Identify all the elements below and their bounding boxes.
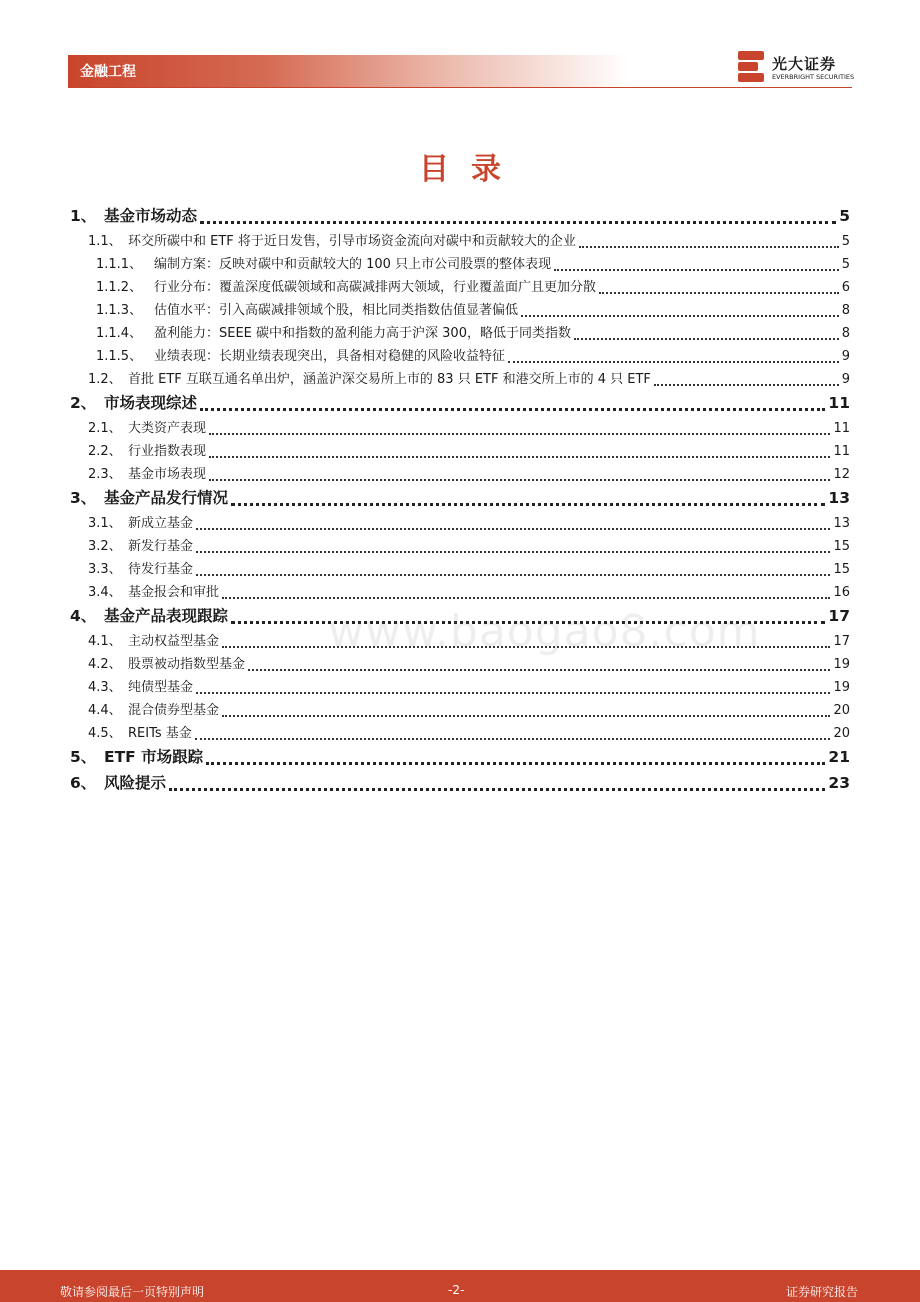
toc-dot-leader bbox=[196, 537, 830, 553]
toc-entry-page: 20 bbox=[833, 726, 850, 741]
toc-entry-page: 13 bbox=[828, 489, 850, 507]
toc-entry-title: 业绩表现：长期业绩表现突出，具备相对稳健的风险收益特征 bbox=[154, 349, 506, 364]
toc-entry-title: 新成立基金 bbox=[128, 516, 194, 531]
toc-entry-title: 混合债券型基金 bbox=[128, 703, 220, 718]
toc-entry-page: 20 bbox=[833, 703, 850, 718]
toc-entry-title: 环交所碳中和 ETF 将于近日发售，引导市场资金流向对碳中和贡献较大的企业 bbox=[128, 234, 576, 249]
toc-entry[interactable] bbox=[70, 230, 850, 253]
toc-entry-page: 11 bbox=[833, 444, 850, 459]
toc-dot-leader bbox=[196, 678, 830, 694]
toc-entry-title: 基金市场动态 bbox=[104, 207, 198, 225]
toc-entry-page: 8 bbox=[841, 303, 850, 318]
toc-entry[interactable] bbox=[70, 440, 850, 463]
watermark: www.baogao8.com bbox=[328, 606, 761, 657]
toc-entry-number: 2.2、 bbox=[88, 444, 122, 459]
toc-entry-number: 4.1、 bbox=[88, 634, 122, 649]
footer-disclaimer: 敬请参阅最后一页特别声明 bbox=[60, 1285, 205, 1299]
toc-entry[interactable] bbox=[70, 368, 850, 391]
toc-entry-number: 1.1.3、 bbox=[96, 303, 143, 318]
toc-entry-number: 3.4、 bbox=[88, 585, 122, 600]
toc-entry[interactable] bbox=[70, 722, 850, 745]
toc-dot-leader bbox=[579, 232, 839, 248]
toc-entry-title: 编制方案：反映对碳中和贡献较大的 100 只上市公司股票的整体表现 bbox=[154, 257, 552, 272]
toc-entry[interactable] bbox=[70, 463, 850, 486]
toc-dot-leader bbox=[209, 442, 830, 458]
toc-entry-page: 8 bbox=[841, 326, 850, 341]
toc-entry-title: 市场表现综述 bbox=[104, 394, 198, 412]
toc-entry[interactable] bbox=[70, 512, 850, 535]
toc-entry-page: 17 bbox=[833, 634, 850, 649]
toc-entry-title: 首批 ETF 互联互通名单出炉，涵盖沪深交易所上市的 83 只 ETF 和港交所上市的 4 只 ETF bbox=[128, 372, 651, 387]
toc-entry-title: 基金产品发行情况 bbox=[104, 489, 229, 507]
toc-entry-title: 新发行基金 bbox=[128, 539, 194, 554]
toc-entry-page: 5 bbox=[841, 234, 850, 249]
toc-dot-leader bbox=[196, 560, 830, 576]
toc-entry-number: 3.1、 bbox=[88, 516, 122, 531]
page-title: 目录 bbox=[419, 152, 523, 187]
toc-entry-number: 1.1.1、 bbox=[96, 257, 143, 272]
toc-entry-title: 风险提示 bbox=[104, 774, 167, 792]
toc-dot-leader bbox=[200, 207, 836, 224]
brand-name-en: EVERBRIGHT SECURITIES bbox=[772, 73, 855, 81]
toc-entry[interactable] bbox=[70, 253, 850, 276]
toc-entry-page: 5 bbox=[841, 257, 850, 272]
toc-entry-page: 19 bbox=[833, 680, 850, 695]
toc-entry[interactable] bbox=[70, 322, 850, 345]
toc-dot-leader bbox=[169, 774, 825, 791]
toc-entry-number: 1.2、 bbox=[88, 372, 122, 387]
header-band bbox=[68, 55, 628, 87]
toc-entry[interactable] bbox=[70, 276, 850, 299]
toc-dot-leader bbox=[508, 347, 839, 363]
toc-entry-number: 1.1.4、 bbox=[96, 326, 143, 341]
footer-report-type: 证券研究报告 bbox=[785, 1285, 858, 1299]
toc-dot-leader bbox=[195, 724, 831, 740]
toc-entry-number: 6、 bbox=[70, 774, 97, 792]
toc-entry-number: 2.1、 bbox=[88, 421, 122, 436]
toc-dot-leader bbox=[200, 394, 825, 411]
toc-dot-leader bbox=[209, 465, 830, 481]
toc-entry[interactable] bbox=[70, 299, 850, 322]
toc-entry-page: 6 bbox=[841, 280, 850, 295]
toc-dot-leader bbox=[248, 655, 830, 671]
toc-entry[interactable] bbox=[70, 486, 850, 512]
toc-entry-number: 4.5、 bbox=[88, 726, 122, 741]
toc-entry-page: 9 bbox=[841, 349, 850, 364]
toc-entry[interactable] bbox=[70, 676, 850, 699]
toc-entry-title: 估值水平：引入高碳减排领域个股，相比同类指数估值显著偏低 bbox=[154, 303, 519, 318]
toc-entry-number: 4、 bbox=[70, 607, 97, 625]
logo-bar-mid bbox=[738, 62, 758, 71]
toc-entry-number: 2、 bbox=[70, 394, 97, 412]
toc-entry-number: 1.1.2、 bbox=[96, 280, 143, 295]
table-of-contents bbox=[70, 204, 850, 797]
toc-entry-number: 2.3、 bbox=[88, 467, 122, 482]
toc-entry-page: 9 bbox=[841, 372, 850, 387]
toc-entry-title: 股票被动指数型基金 bbox=[128, 657, 246, 672]
toc-entry-page: 23 bbox=[828, 774, 850, 792]
toc-entry-page: 16 bbox=[833, 585, 850, 600]
toc-entry-title: 行业分布：覆盖深度低碳领域和高碳减排两大领域，行业覆盖面广且更加分散 bbox=[154, 280, 597, 295]
toc-entry[interactable] bbox=[70, 581, 850, 604]
toc-entry[interactable] bbox=[70, 558, 850, 581]
toc-entry-page: 11 bbox=[828, 394, 850, 412]
toc-entry[interactable] bbox=[70, 535, 850, 558]
toc-entry-title: 基金报会和审批 bbox=[128, 585, 220, 600]
toc-dot-leader bbox=[554, 255, 839, 271]
toc-entry-number: 3、 bbox=[70, 489, 97, 507]
toc-entry-number: 5、 bbox=[70, 748, 97, 766]
toc-entry-title: 行业指数表现 bbox=[128, 444, 207, 459]
toc-entry-page: 11 bbox=[833, 421, 850, 436]
toc-entry-title: 盈利能力：SEEE 碳中和指数的盈利能力高于沪深 300，略低于同类指数 bbox=[154, 326, 571, 341]
toc-dot-leader bbox=[222, 701, 830, 717]
toc-entry-title: 大类资产表现 bbox=[128, 421, 207, 436]
section-tag: 金融工程 bbox=[80, 64, 136, 80]
toc-dot-leader bbox=[206, 748, 825, 765]
toc-entry[interactable] bbox=[70, 391, 850, 417]
brand-name-cn: 光大证券 bbox=[772, 55, 837, 73]
toc-entry-number: 4.2、 bbox=[88, 657, 122, 672]
header-rule bbox=[68, 87, 852, 88]
toc-entry[interactable] bbox=[70, 204, 850, 230]
toc-entry[interactable] bbox=[70, 771, 850, 797]
toc-dot-leader bbox=[222, 583, 830, 599]
toc-entry-title: 基金市场表现 bbox=[128, 467, 207, 482]
toc-entry-number: 4.4、 bbox=[88, 703, 122, 718]
toc-entry[interactable] bbox=[70, 345, 850, 368]
toc-entry-title: 纯债型基金 bbox=[128, 680, 194, 695]
toc-entry-page: 5 bbox=[839, 207, 850, 225]
toc-dot-leader bbox=[574, 324, 839, 340]
toc-entry[interactable] bbox=[70, 699, 850, 722]
toc-dot-leader bbox=[654, 370, 839, 386]
toc-entry-page: 21 bbox=[828, 748, 850, 766]
toc-entry-page: 13 bbox=[833, 516, 850, 531]
toc-entry-page: 15 bbox=[833, 539, 850, 554]
toc-dot-leader bbox=[599, 278, 839, 294]
toc-entry-number: 1.1.5、 bbox=[96, 349, 143, 364]
toc-entry-title: REITs 基金 bbox=[128, 726, 192, 741]
logo-bar-bottom bbox=[738, 73, 764, 82]
toc-entry[interactable] bbox=[70, 745, 850, 771]
toc-entry-page: 15 bbox=[833, 562, 850, 577]
toc-dot-leader bbox=[196, 514, 830, 530]
toc-entry-number: 1.1、 bbox=[88, 234, 122, 249]
toc-entry-title: 主动权益型基金 bbox=[128, 634, 220, 649]
toc-entry[interactable] bbox=[70, 417, 850, 440]
toc-entry-number: 1、 bbox=[70, 207, 97, 225]
toc-entry-page: 12 bbox=[833, 467, 850, 482]
toc-dot-leader bbox=[521, 301, 839, 317]
toc-entry-title: 基金产品表现跟踪 bbox=[104, 607, 229, 625]
toc-entry-number: 4.3、 bbox=[88, 680, 122, 695]
toc-entry-number: 3.3、 bbox=[88, 562, 122, 577]
toc-entry-number: 3.2、 bbox=[88, 539, 122, 554]
toc-dot-leader bbox=[231, 489, 825, 506]
toc-entry-page: 19 bbox=[833, 657, 850, 672]
toc-entry-title: ETF 市场跟踪 bbox=[104, 748, 204, 766]
toc-entry-page: 17 bbox=[828, 607, 850, 625]
logo-bar-top bbox=[738, 51, 764, 60]
page-number: -2- bbox=[448, 1283, 465, 1297]
toc-entry-title: 待发行基金 bbox=[128, 562, 194, 577]
toc-dot-leader bbox=[209, 419, 830, 435]
